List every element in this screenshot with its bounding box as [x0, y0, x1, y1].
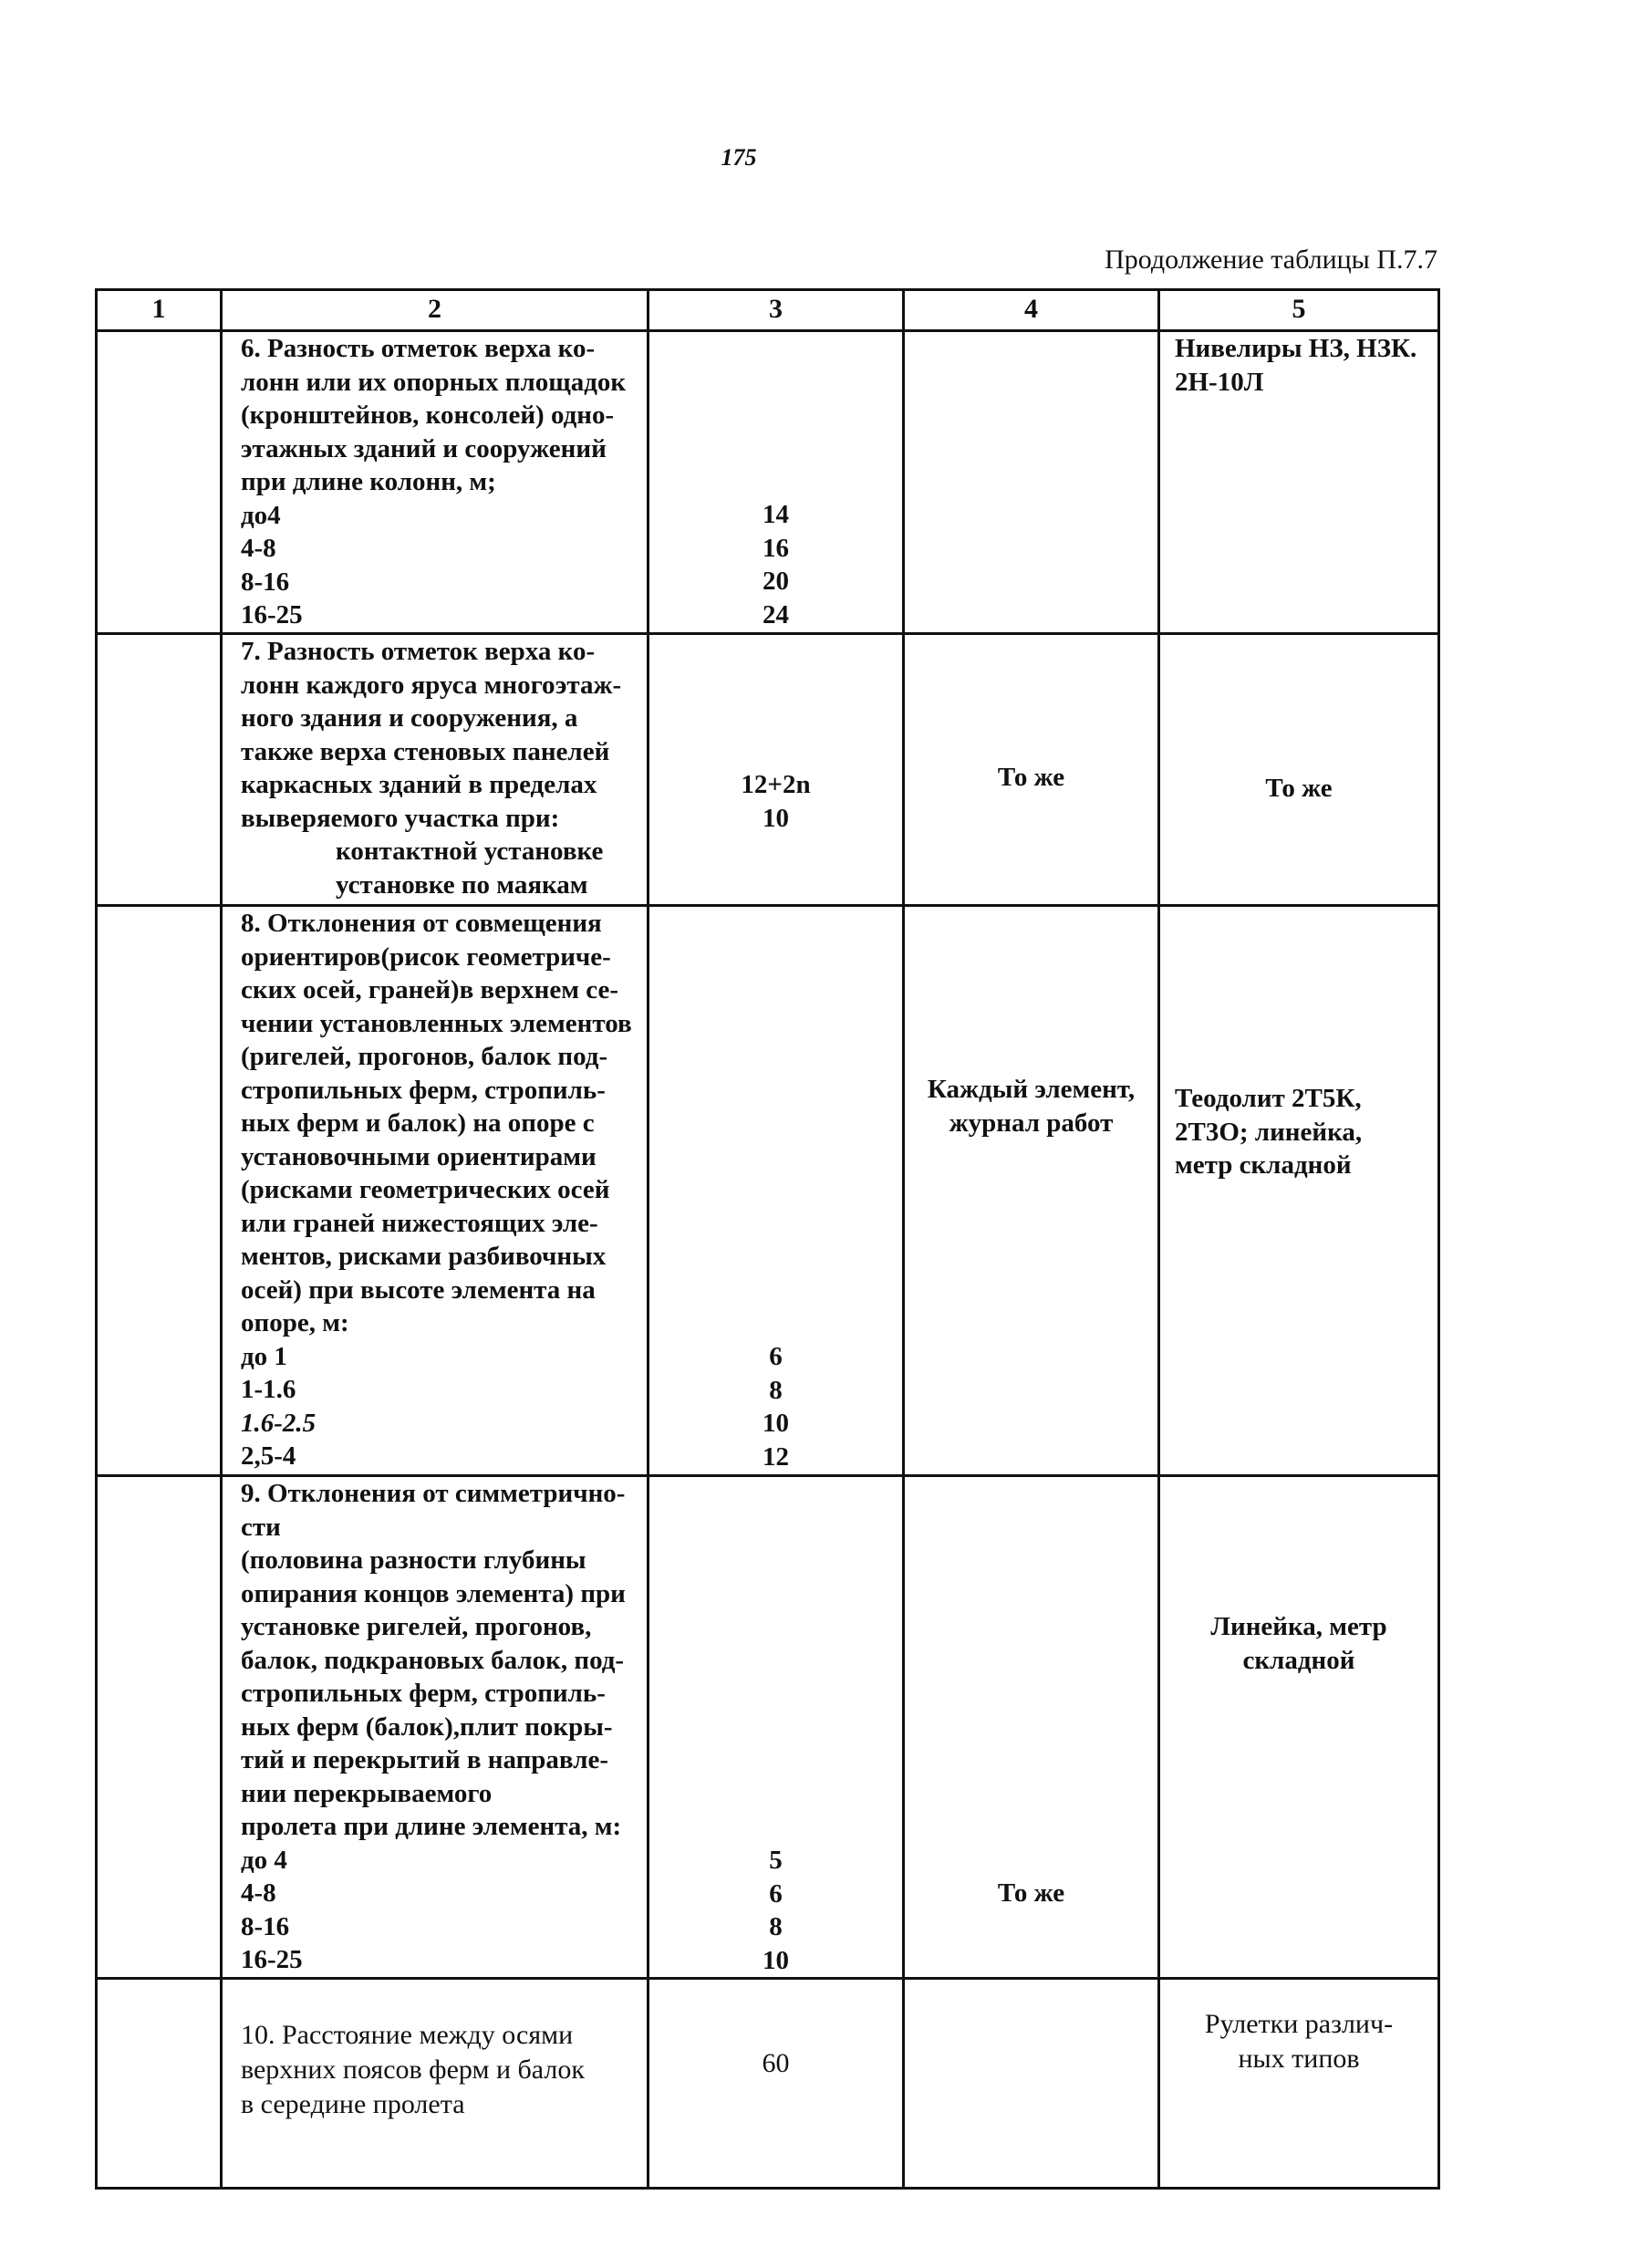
range-label: 16-25 [241, 1945, 303, 1974]
page-number: 175 [721, 144, 757, 171]
desc-line: ных ферм и балок) на опоре с [241, 1108, 595, 1138]
header-row [97, 290, 1439, 331]
range-label: 4-8 [241, 534, 276, 563]
desc-line: осей) при высоте элемента на [241, 1274, 596, 1305]
tolerance-value: 10 [763, 1945, 789, 1975]
same-as-above: То же [997, 1878, 1065, 1908]
desc-line: или граней нижестоящих эле- [241, 1208, 598, 1238]
desc-line: лонн или их опорных площадок [241, 367, 627, 397]
desc-line: каркасных зданий в пределах [241, 770, 597, 799]
desc-line: пролета при длине элемента, м: [241, 1812, 622, 1841]
desc-line: при длине колонн, м; [241, 467, 496, 496]
instrument-line: складной [1242, 1645, 1355, 1675]
desc-line: чении установленных элементов [241, 1008, 632, 1038]
instrument-line: То же [1265, 774, 1333, 803]
range-label: 1-1.6 [241, 1375, 296, 1404]
range-label: установке по маякам [336, 869, 588, 900]
range-label: до4 [241, 500, 281, 530]
tolerance-value: 5 [769, 1846, 783, 1875]
desc-line: 7. Разность отметок верха ко- [241, 637, 596, 666]
cell-instruments [1159, 906, 1439, 1476]
cell-col4 [904, 634, 1159, 906]
header-col-5: 5 [1159, 290, 1439, 331]
specification-table [95, 288, 1440, 2190]
cell-instruments [1159, 1476, 1439, 1979]
cell-values [648, 634, 904, 906]
range-label: 2,5-4 [241, 1441, 296, 1471]
instrument-line: Нивелиры НЗ, НЗК. [1175, 334, 1417, 363]
cell-col4 [904, 1476, 1159, 1979]
desc-line: ного здания и сооружения, а [241, 703, 578, 733]
range-label: 8-16 [241, 567, 290, 597]
instrument-line: Рулетки различ- [1204, 2009, 1394, 2039]
desc-line: нии перекрываемого [241, 1778, 493, 1808]
cell-values [648, 1476, 904, 1979]
cell-values [648, 1979, 904, 2189]
desc-line: стропильных ферм, стропиль- [241, 1075, 606, 1105]
tolerance-value: 8 [769, 1912, 783, 1941]
cell-col1 [97, 331, 222, 634]
header-col-1: 1 [97, 290, 222, 331]
header-col-4: 4 [904, 290, 1159, 331]
range-label: 16-25 [241, 600, 303, 629]
cell-instruments [1159, 634, 1439, 906]
header-col-3: 3 [648, 290, 904, 331]
instrument-line: 2Н-10Л [1175, 367, 1264, 397]
range-label: до 4 [241, 1845, 287, 1875]
desc-line: установочными ориентирами [241, 1141, 597, 1171]
table-row [97, 1476, 1439, 1979]
control-line: Каждый элемент, [927, 1075, 1136, 1104]
cell-col1 [97, 906, 222, 1476]
cell-values [648, 331, 904, 634]
range-label: до 1 [241, 1341, 287, 1371]
range-label: 8-16 [241, 1911, 290, 1941]
cell-control-method [904, 906, 1159, 1476]
desc-line: (ригелей, прогонов, балок под- [241, 1042, 608, 1071]
table-row [97, 331, 1439, 634]
tolerance-value: 24 [763, 599, 789, 629]
cell-description [222, 1979, 648, 2189]
table-row [97, 634, 1439, 906]
same-as-above: То же [997, 763, 1065, 792]
desc-line: ских осей, граней)в верхнем се- [241, 975, 619, 1004]
tolerance-value: 12+2n [741, 770, 811, 799]
cell-col1 [97, 634, 222, 906]
desc-line: (кронштейнов, консолей) одно- [241, 401, 615, 430]
instrument-line: Теодолит 2Т5К, [1175, 1084, 1362, 1113]
desc-line: тий и перекрытий в направле- [241, 1745, 608, 1774]
cell-description [222, 906, 648, 1476]
desc-line: верхних поясов ферм и балок [241, 2055, 585, 2085]
range-label: 1.6-2.5 [241, 1408, 316, 1438]
desc-line: (половина разности глубины [241, 1545, 586, 1575]
cell-instruments [1159, 331, 1439, 634]
cell-col4 [904, 331, 1159, 634]
cell-description [222, 634, 648, 906]
tolerance-value: 12 [763, 1441, 789, 1472]
desc-line: лонн каждого яруса многоэтаж- [241, 670, 622, 700]
cell-instruments [1159, 1979, 1439, 2189]
tolerance-value: 14 [763, 500, 789, 529]
desc-line: также верха стеновых панелей [241, 736, 610, 766]
desc-line: (рисками геометрических осей [241, 1175, 610, 1204]
desc-line: 9. Отклонения от симметрично- [241, 1479, 626, 1508]
cell-col4 [904, 1979, 1159, 2189]
desc-line: выверяемого участка при: [241, 803, 560, 833]
tolerance-value: 10 [763, 803, 789, 833]
instrument-line: метр складной [1175, 1150, 1352, 1180]
range-label: 4-8 [241, 1878, 276, 1908]
desc-line: ментов, рисками разбивочных [241, 1242, 607, 1271]
desc-line: балок, подкрановых балок, под- [241, 1645, 625, 1675]
desc-line: 6. Разность отметок верха ко- [241, 334, 596, 363]
cell-description [222, 1476, 648, 1979]
tolerance-value: 16 [763, 533, 789, 563]
cell-col1 [97, 1979, 222, 2189]
tolerance-value: 6 [769, 1342, 783, 1371]
desc-line: 10. Расстояние между осями [241, 2020, 574, 2050]
header-col-2: 2 [222, 290, 648, 331]
range-label: контактной установке [336, 837, 604, 866]
cell-col1 [97, 1476, 222, 1979]
tolerance-value: 8 [769, 1375, 783, 1405]
tolerance-value: 6 [769, 1878, 783, 1909]
desc-line: установке ригелей, прогонов, [241, 1612, 592, 1641]
table-caption: Продолжение таблицы П.7.7 [1105, 244, 1437, 275]
tolerance-value: 10 [763, 1409, 789, 1438]
desc-line: стропильных ферм, стропиль- [241, 1679, 606, 1708]
tolerance-value: 20 [763, 567, 789, 596]
instrument-line: ных типов [1238, 2044, 1360, 2074]
cell-description [222, 331, 648, 634]
instrument-line: 2Т3О; линейка, [1175, 1117, 1363, 1147]
desc-line: опоре, м: [241, 1308, 349, 1337]
desc-line: ных ферм (балок),плит покры- [241, 1711, 613, 1742]
control-line: журнал работ [949, 1108, 1114, 1138]
instrument-line: Линейка, метр [1210, 1612, 1387, 1641]
desc-line: сти [241, 1512, 281, 1542]
desc-line: 8. Отклонения от совмещения [241, 909, 602, 938]
desc-line: этажных зданий и сооружений [241, 433, 607, 463]
table-row [97, 1979, 1439, 2189]
table-row [97, 906, 1439, 1476]
cell-values [648, 906, 904, 1476]
desc-line: ориентиров(рисок геометриче- [241, 942, 611, 972]
desc-line: в середине пролета [241, 2089, 465, 2119]
tolerance-value: 60 [762, 2048, 790, 2078]
desc-line: опирания концов элемента) при [241, 1578, 626, 1608]
